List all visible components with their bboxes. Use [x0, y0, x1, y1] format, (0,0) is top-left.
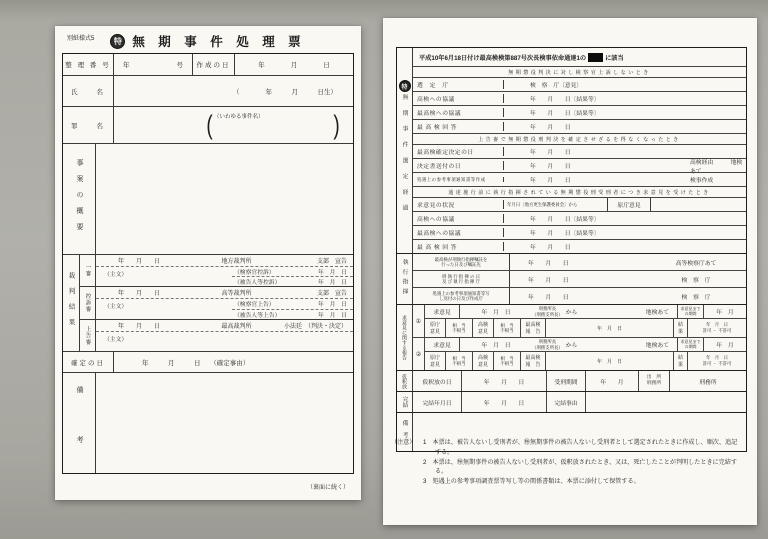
opinion-request-date: 年 月 日 [481, 310, 511, 316]
to-district-office: 地検あて [645, 310, 669, 316]
opinion-request-from [532, 338, 678, 351]
exec-commission-row [413, 254, 746, 270]
suppros-reply-value2: 年 月 日 [530, 245, 571, 251]
to-district-office: 地検あて [645, 343, 669, 349]
prosecutor-appeal-date: 年 月 日 [318, 270, 347, 277]
parole-label: 仮釈放 [401, 373, 407, 389]
exec-commission-dest: 高等検察庁あて [675, 260, 717, 267]
case-summary-label-col [63, 144, 96, 254]
selection-history-strip [397, 48, 413, 253]
main-text-label: （主文） [104, 336, 128, 343]
opinion-status-detail: 年月日〔地方更生保護委員会〕から [504, 198, 608, 211]
selection-history-label: 無期事件選定経過 [401, 94, 407, 221]
continue-on-back-note: （裏面に続く） [306, 485, 349, 491]
treatment-note-maker: 検事作成 [690, 178, 714, 184]
highpros-consult-row [413, 91, 746, 105]
inappropriate-option: 不相当 [452, 361, 466, 366]
exec-direction-label-1: 刑 執 行 指 揮 の 日 [441, 273, 481, 279]
highpros-opinion-label-1: 高検 [477, 322, 488, 328]
release-prison-label [639, 371, 670, 391]
warden-label: 刑務所長 [538, 339, 557, 345]
directive-header-pre: 平成10年6月18日付け最高検検第887号次長検事依命通達1の [419, 54, 587, 62]
execution-direction-section [397, 253, 746, 304]
highpros-consult-value: 年 月 日〔結果等〕 [530, 97, 600, 103]
release-prison-label-1: 出 所 [646, 375, 662, 381]
highpros-opinion-label-2: 意見 [477, 329, 488, 335]
origin-opinion-label [425, 319, 446, 337]
final-appeal-row [80, 319, 353, 351]
completion-date-value: 年 月 日 [462, 392, 547, 412]
form-front-page [55, 26, 361, 500]
trial-results-label: 裁判結果 [67, 272, 75, 334]
defendant-appeal-label: （被告人等控訴） [234, 280, 281, 287]
origin-opinion-label-1: 原庁 [429, 322, 440, 328]
served-term-label: 受刑期間 [547, 371, 586, 391]
form-back-page [383, 18, 757, 525]
origin-opinion-label-2: 意見 [429, 362, 440, 368]
defendant-appeal-date: 年 月 日 [318, 280, 347, 287]
appropriate-option: 相 当 [452, 355, 466, 361]
selection-history-content [413, 48, 746, 253]
caution-item-3: 3 処遇上の参考事項調査票等写し等の関係書類は、本票に添付して保管する。 [423, 478, 640, 485]
form-title-row [55, 32, 361, 50]
opinion-item-2 [413, 337, 746, 370]
release-prison-value: 刑務所 [699, 379, 717, 386]
judgment-date: 年 月 日 [118, 291, 161, 298]
opinion-report-label: 求意見に関する報告 [401, 315, 407, 360]
created-date-cell: 年 月 日 [258, 62, 330, 69]
suppros-consult-value2: 年 月 日〔結果等〕 [530, 231, 600, 237]
appeal-instance-label-col [80, 287, 96, 318]
final-appeal-date-line [96, 320, 353, 332]
form-title: 無 期 事 件 処 理 票 [132, 35, 306, 49]
case-summary-row [63, 143, 353, 254]
highpros-opinion-label-2: 意見 [477, 362, 488, 368]
decision-sent-row [413, 158, 746, 175]
caution-item-2: 2 本票は、㊕無期事件の被告人ないし受刑者が、仮釈放されたとき、又は、死亡したことが判明したときに完結する。 [423, 458, 737, 476]
caution-items [423, 438, 743, 487]
back-remarks-label: 備考 [401, 420, 407, 444]
appeal-instance-date-line [96, 287, 353, 299]
opinion-item-1-body [425, 305, 746, 337]
exec-commission-date: 年 月 日 [528, 260, 569, 267]
warden-stack [532, 339, 563, 349]
first-instance-detail [96, 267, 353, 286]
execution-direction-strip [397, 254, 413, 304]
branch-pronounce: 支部 宣告 [316, 291, 347, 298]
opinion-result-row [425, 351, 746, 370]
opinion-report-content [413, 305, 746, 370]
inappropriate-option: 不相当 [500, 361, 514, 366]
caution-label: （注意） [391, 439, 416, 446]
band-pre-directive-opinion: 通達施行前に執行指揮されている無期懲役刑受刑者につき求意見を受けたとき [413, 186, 746, 197]
band-no-prosecutor-appeal: 無期懲役判決に対し検察官上訴しないとき [413, 66, 746, 77]
inappropriate-option: 不相当 [500, 328, 514, 333]
result-label [674, 352, 688, 370]
opinion-item-2-body [425, 338, 746, 370]
prosecutor-appeal [232, 267, 353, 277]
suppros-reply-label: 最 高 検 回 答 [413, 122, 504, 131]
branch-pronounce: 支部 宣告 [316, 259, 347, 265]
selecting-office-value: 検 察 庁〔意見〕 [530, 83, 583, 89]
result-label-1: 結 [677, 355, 683, 361]
suppros-report-date: 年 月 日 [546, 352, 674, 370]
offense-label: 罪 名 [63, 107, 114, 143]
branch-warden-label: （刑務支所長） [532, 344, 563, 350]
main-text-label: （主文） [104, 304, 128, 311]
highpros-consult-value2: 年 月 日〔結果等〕 [530, 217, 600, 223]
exec-direction-date: 年 月 日 [528, 277, 569, 284]
caution-notes [391, 438, 743, 487]
treatment-copy-office: 検 察 庁 [681, 294, 711, 301]
final-judgment-row [63, 351, 353, 372]
case-name-bracket [205, 111, 341, 140]
trial-results-label-col [63, 255, 80, 351]
period-label [678, 338, 704, 351]
treatment-copy-date: 年 月 日 [528, 294, 569, 301]
defendant-jokoku-label: （被告人等上告） [234, 312, 281, 319]
result-label-2: 果 [677, 362, 683, 368]
era-number-cell [114, 54, 193, 75]
opinion-result-row [425, 318, 746, 337]
reg-number-row [63, 54, 353, 75]
period-label [678, 305, 704, 318]
execution-direction-label: 執行指揮 [401, 259, 407, 299]
parole-section [397, 370, 746, 391]
court-name: 最高裁判所 [221, 323, 252, 330]
first-instance-label-col [80, 255, 96, 286]
result-date: 年 月 日 [706, 355, 728, 361]
suppros-reply-row2 [413, 239, 746, 253]
remarks-label: 備 考 [76, 385, 83, 461]
final-judgment-label: 確定の日 [63, 352, 114, 372]
served-term-value: 年 月 [586, 371, 639, 391]
decision-sent-route: 高検経由 地検あて [690, 159, 743, 175]
defendant-jokoku-date: 年 月 日 [318, 312, 347, 319]
highpros-opinion-label [473, 352, 494, 370]
offense-row [63, 106, 353, 143]
period-label-2: の期間 [684, 310, 697, 316]
exec-commission-label [413, 254, 510, 270]
completion-content [413, 392, 746, 412]
opinion-item-2-number: ② [413, 338, 425, 370]
treatment-copy-label-2: し送付の日及び作成庁 [439, 296, 483, 301]
period-value: 年 月 [716, 310, 734, 316]
decision-sent-label: 決定書送付の日 [413, 161, 504, 170]
suppros-report-label-2: 報 告 [525, 329, 541, 335]
final-appeal-label-col [80, 320, 96, 351]
opinion-request-row [425, 338, 746, 351]
selecting-office-row [413, 77, 746, 91]
case-name-hint: （いわゆる事件名） [214, 113, 264, 120]
exec-commission-label-2: 行った日及び嘱託先 [441, 262, 481, 267]
decision-sent-value: 年 月 日 [530, 164, 571, 170]
appeal-instance-detail [96, 299, 353, 318]
opinion-status-label: 求意見の状況 [413, 200, 504, 209]
warden-label: 刑務所長 [538, 306, 557, 312]
release-prison-label-2: 刑務所 [646, 381, 662, 386]
opinion-request-label: 求意見 [425, 305, 460, 318]
exec-direction-row [413, 270, 746, 287]
suppros-consult-label: 最高検への協議 [413, 108, 504, 117]
bench-type: 小法廷 （判決・決定） [283, 323, 347, 330]
appeal-cells [232, 299, 353, 318]
suppros-consult-row2 [413, 225, 746, 239]
suppros-reply-row [413, 119, 746, 133]
exec-direction-label [413, 271, 510, 287]
opinion-request-from [532, 305, 678, 318]
parole-date-value: 年 月 日 [462, 371, 547, 391]
treatment-note-label: 処遇上の参考事項通知書等作成 [413, 177, 504, 182]
origin-opinion-label-2: 意見 [429, 329, 440, 335]
completion-reason-label: 完結事由 [547, 392, 586, 412]
final-appeal-body [96, 320, 353, 351]
suppros-report-label-1: 最高検 [525, 355, 541, 361]
result-label-2: 果 [677, 329, 683, 335]
confirm-decision-value: 年 月 日 [530, 150, 571, 156]
selection-history-section [397, 48, 746, 253]
first-instance-row [80, 255, 353, 286]
first-instance-label: 一審 [84, 264, 91, 278]
inappropriate-option: 不相当 [452, 328, 466, 333]
first-instance-date-line [96, 255, 353, 267]
treatment-copy-row [413, 287, 746, 304]
appeal-cells [232, 267, 353, 286]
result-value [688, 319, 746, 337]
opinion-report-strip [397, 305, 413, 370]
judgment-date: 年 月 日 [118, 259, 161, 265]
parole-row [413, 371, 746, 391]
exec-direction-office: 検 察 庁 [681, 277, 711, 284]
open-paren: ( [206, 109, 213, 140]
execution-direction-content [413, 254, 746, 304]
defendant-jokoku [232, 310, 353, 319]
prosecutor-jokoku-label: （検察官上告） [234, 302, 275, 309]
granted-denied-option: 許可 ・ 不許可 [702, 361, 732, 366]
highpros-consult-label: 高検への協議 [413, 94, 504, 103]
court-name: 高等裁判所 [221, 291, 252, 298]
case-summary-blank [96, 144, 353, 254]
warden-stack [532, 306, 563, 316]
opinion-request-row [425, 305, 746, 318]
appropriate-option: 相 当 [452, 322, 466, 328]
caution-item-1: 1 本票は、被告人ないし受刑者が、㊕無期事件の被告人ないし受刑者として選定されたときに作成し、順次、追記する。 [423, 439, 738, 456]
result-date: 年 月 日 [706, 322, 728, 328]
prosecutor-appeal-label: （検察官控訴） [234, 270, 275, 277]
confirm-decision-label: 最高検確定決定の日 [413, 147, 504, 156]
highpros-opinion-options [494, 352, 521, 370]
front-form-table [62, 53, 354, 474]
opinion-status-row [413, 197, 746, 211]
opinion-request-label: 求意見 [425, 338, 460, 351]
classified-toku-mark: 特 [399, 80, 411, 92]
suppros-consult-row [413, 105, 746, 119]
close-paren: ) [333, 109, 340, 140]
form-code: 別紙様式5 [67, 36, 95, 42]
appeal-instance-body [96, 287, 353, 318]
defendant-appeal [232, 277, 353, 286]
suppros-reply-value: 年 月 日 [530, 125, 571, 131]
reg-number-label: 整 理 番 号 [63, 54, 114, 75]
birthdate-cell: （ 年 月 日生） [233, 88, 337, 96]
period-label-1: 求意見まで [680, 338, 701, 344]
remarks-row [63, 372, 353, 473]
origin-opinion-options [446, 352, 473, 370]
appropriate-option: 相 当 [500, 355, 514, 361]
suppros-reply-label2: 最 高 検 回 答 [413, 242, 504, 251]
highpros-opinion-options [494, 319, 521, 337]
branch-warden-label: （刑務支所長） [532, 311, 563, 317]
origin-office-opinion-label: 原庁意見 [608, 198, 651, 211]
appropriate-option: 相 当 [500, 322, 514, 328]
parole-strip [397, 371, 413, 391]
prosecutor-jokoku-date: 年 月 日 [318, 302, 347, 309]
judgment-date: 年 月 日 [118, 323, 161, 330]
first-instance-body [96, 255, 353, 286]
period-label-2: の期間 [684, 343, 697, 349]
result-label-1: 結 [677, 322, 683, 328]
created-date-label: 作成の日 [193, 54, 235, 75]
completion-label: 完結 [401, 396, 407, 408]
completion-row [413, 392, 746, 412]
final-judgment-value: 年 月 日 （確定事由） [142, 359, 250, 367]
suppros-consult-label2: 最高検への協議 [413, 228, 504, 237]
highpros-opinion-label-1: 高検 [477, 355, 488, 361]
highpros-consult-row2 [413, 211, 746, 225]
treatment-note-value: 年 月 日 [530, 178, 571, 184]
trial-rows [80, 255, 353, 351]
remarks-label-col [63, 373, 96, 473]
band-confirmed-at-supreme: 上告審で無期懲役刑判決を確定させざるを得なくなったとき [413, 133, 746, 144]
main-text-label: （主文） [104, 272, 128, 278]
opinion-item-1-number: ① [413, 305, 425, 337]
opinion-item-1 [413, 305, 746, 337]
classified-toku-mark: 特 [110, 34, 125, 49]
suppros-report-label [521, 352, 546, 370]
exec-commission-label-1: 最高検が刑執行指揮嘱託を [434, 256, 488, 262]
redaction-box [588, 53, 603, 62]
court-name: 地方裁判所 [221, 259, 252, 265]
origin-opinion-label-1: 原庁 [429, 355, 440, 361]
highpros-consult-label2: 高検への協議 [413, 214, 504, 223]
go-label: 号 [176, 62, 183, 69]
treatment-copy-label [413, 288, 510, 304]
parole-content [413, 371, 746, 391]
completion-date-label: 完結年月日 [413, 392, 462, 412]
appeal-instance-row [80, 286, 353, 318]
era-label: 年 [123, 62, 130, 69]
suppros-report-label-2: 報 告 [525, 362, 541, 368]
highpros-opinion-label [473, 319, 494, 337]
prosecutor-jokoku [232, 299, 353, 309]
opinion-report-section [397, 304, 746, 370]
from-particle: から [565, 310, 578, 316]
origin-opinion-options [446, 319, 473, 337]
name-row [63, 75, 353, 106]
trial-results-section [63, 254, 353, 351]
directive-header [413, 48, 746, 66]
treatment-note-row [413, 172, 746, 186]
result-label [674, 319, 688, 337]
result-value [688, 352, 746, 370]
completion-section [397, 391, 746, 412]
origin-opinion-label [425, 352, 446, 370]
parole-date-label: 仮釈放の日 [413, 371, 462, 391]
period-label-1: 求意見まで [680, 305, 701, 311]
granted-denied-option: 許可 ・ 不許可 [702, 328, 732, 333]
back-form-table [396, 47, 747, 452]
treatment-copy-label-1: 処遇上の参考事項通知書等写 [432, 290, 490, 296]
selecting-office-label: 選 定 庁 [413, 80, 504, 89]
offense-cell [114, 107, 353, 143]
appeal-instance-label: 控訴審 [84, 293, 91, 313]
completion-strip [397, 392, 413, 412]
remarks-blank [96, 373, 353, 473]
final-appeal-detail [96, 332, 353, 351]
final-appeal-label: 上告審 [84, 325, 91, 346]
suppros-consult-value: 年 月 日〔結果等〕 [530, 111, 600, 117]
suppros-report-label [521, 319, 546, 337]
opinion-request-date: 年 月 日 [481, 343, 511, 349]
name-label: 氏 名 [63, 76, 114, 106]
directive-header-post: に該当 [605, 54, 624, 62]
exec-direction-label-2: 及 び 執 行 指 揮 庁 [441, 279, 481, 284]
suppros-report-label-1: 最高検 [525, 322, 541, 328]
case-summary-label: 事案の概要 [76, 159, 83, 239]
from-particle: から [565, 343, 578, 349]
suppros-report-date: 年 月 日 [546, 319, 674, 337]
period-value: 年 月 [716, 343, 734, 349]
